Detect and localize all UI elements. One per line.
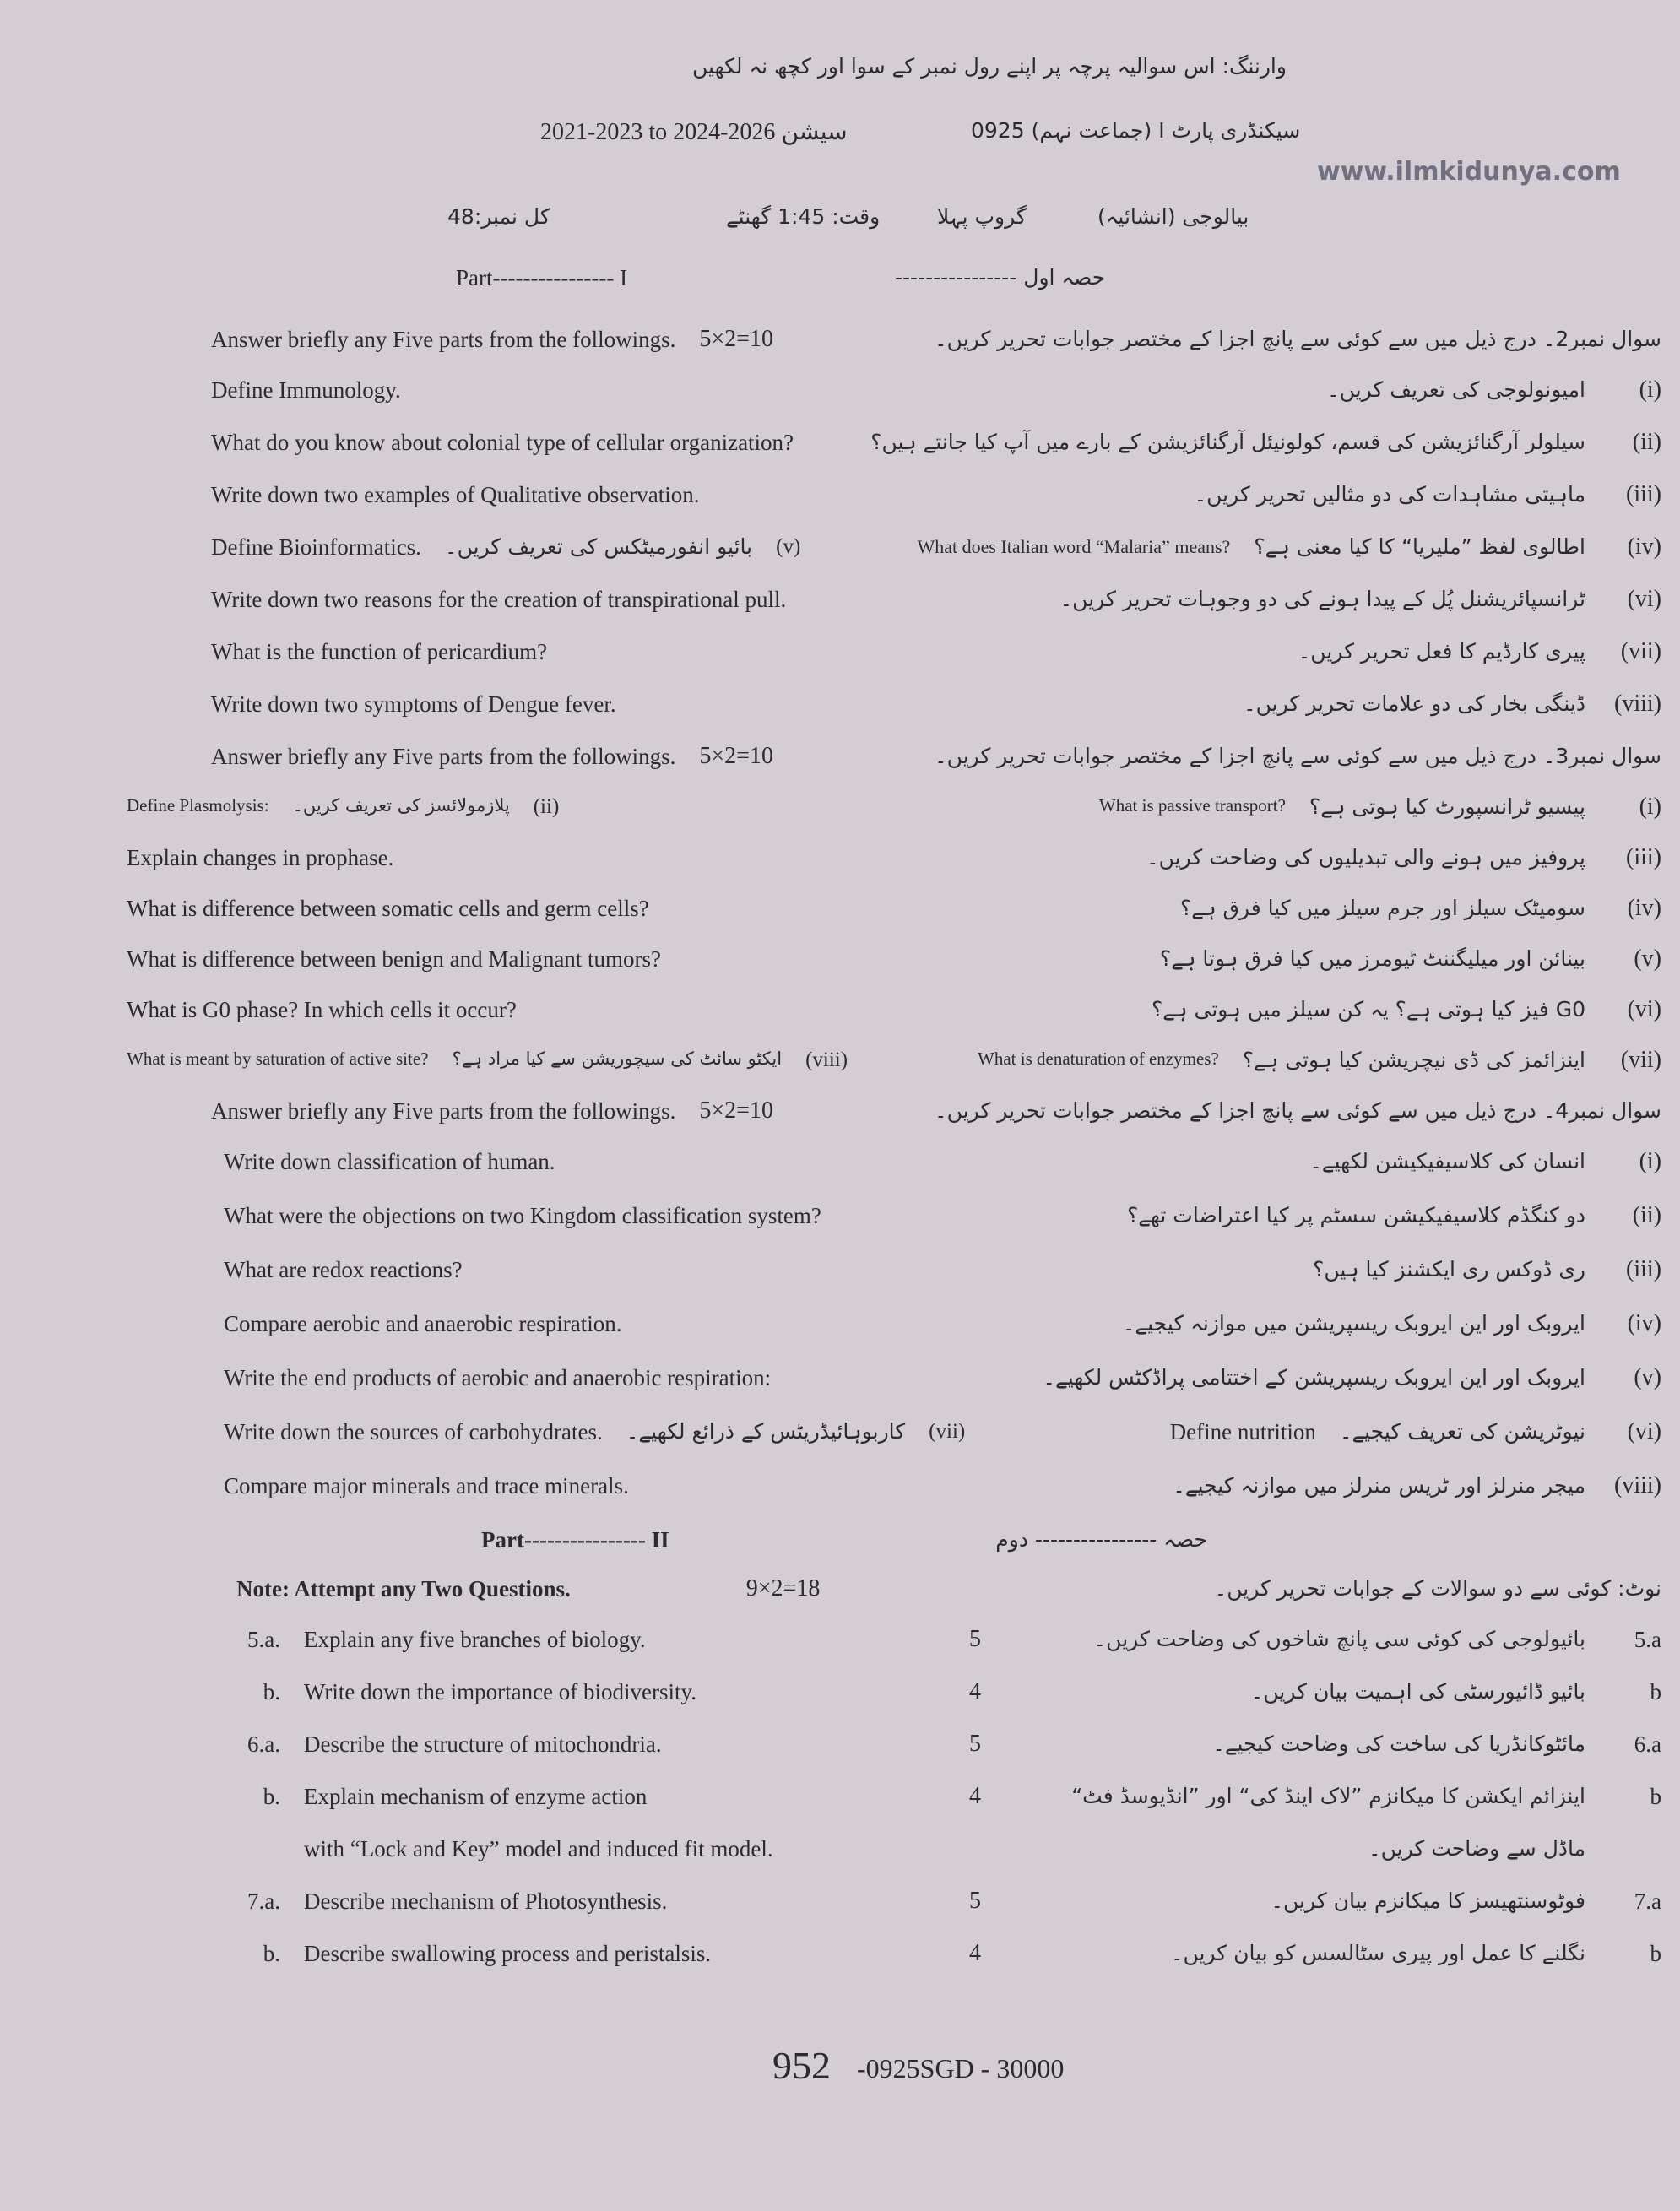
long-question-en: Describe swallowing process and peristalsis. xyxy=(304,1941,712,1966)
paper-code: 952 xyxy=(772,2044,831,2087)
question-en: What is denaturation of enzymes? xyxy=(978,1049,1219,1069)
instruction-ur: سوال نمبر4۔ درج ذیل میں سے کوئی سے پانچ اجزا کے مختصر جوابات تحریر کریں۔ xyxy=(935,1098,1661,1123)
question-ur: کاربوہائیڈریٹس کے ذرائع لکھیے۔ xyxy=(626,1419,906,1444)
long-question-number-ur: 7.a xyxy=(1634,1889,1661,1914)
question-number: (vii) xyxy=(929,1420,966,1443)
question-number: (viii) xyxy=(805,1049,848,1071)
question-en: What is G0 phase? In which cells it occur? xyxy=(127,997,517,1022)
part2-note-row xyxy=(0,1574,1680,1625)
long-question-number: b. xyxy=(263,1679,280,1704)
question-en: Define nutrition xyxy=(1169,1419,1316,1444)
question-ur: پروفیز میں ہونے والی تبدیلیوں کی وضاحت کریں۔ xyxy=(1146,845,1585,870)
question-number: (v) xyxy=(776,535,801,558)
long-question-marks: 5 xyxy=(969,1626,981,1652)
question-en: Explain changes in prophase. xyxy=(127,845,394,870)
question-ur: بینائن اور میلیگننٹ ٹیومرز میں کیا فرق ہوتا ہے؟ xyxy=(1159,946,1585,971)
question-ur: امیونولوجی کی تعریف کریں۔ xyxy=(1326,377,1585,402)
question-row xyxy=(0,1255,1680,1309)
long-question-en: Write down the importance of biodiversity. xyxy=(304,1679,697,1704)
long-question-ur: بائیو ڈائیورسٹی کی اہمیت بیان کریں۔ xyxy=(1250,1679,1585,1704)
question-ur: ماہیتی مشاہدات کی دو مثالیں تحریر کریں۔ xyxy=(1194,482,1585,507)
long-question-number-ur: b xyxy=(1650,1679,1661,1704)
instruction-en: Answer briefly any Five parts from the followings. xyxy=(211,1098,676,1124)
question-ur: اینزائمز کی ڈی نیچریشن کیا ہوتی ہے؟ xyxy=(1242,1048,1585,1072)
question-en: What is difference between somatic cells and germ cells? xyxy=(127,896,649,921)
question-en: Compare aerobic and anaerobic respiration. xyxy=(224,1311,622,1336)
question-ur: G0 فیز کیا ہوتی ہے؟ یہ کن سیلز میں ہوتی ہے؟ xyxy=(1151,997,1585,1022)
long-question-number-ur: 5.a xyxy=(1634,1627,1661,1652)
question-en: What is difference between benign and Malignant tumors? xyxy=(127,946,662,972)
question-row xyxy=(0,1147,1680,1201)
question-row xyxy=(0,894,1680,945)
question-row xyxy=(0,1201,1680,1255)
question-ur: پیری کارڈیم کا فعل تحریر کریں۔ xyxy=(1298,639,1585,664)
question-en: Compare major minerals and trace minerals. xyxy=(224,1473,629,1498)
long-question-number: 6.a. xyxy=(247,1731,280,1757)
part2-note-ur: نوٹ: کوئی سے دو سوالات کے جوابات تحریر کریں۔ xyxy=(1214,1576,1661,1601)
part2-marks: 9×2=18 xyxy=(745,1575,821,1601)
instruction-ur: سوال نمبر3۔ درج ذیل میں سے کوئی سے پانچ اجزا کے مختصر جوابات تحریر کریں۔ xyxy=(935,744,1661,768)
long-question-number-ur: 6.a xyxy=(1634,1731,1661,1757)
question-number: (vii) xyxy=(1620,1047,1661,1073)
question-en: What were the objections on two Kingdom classification system? xyxy=(224,1203,821,1228)
long-question-ur: نگلنے کا عمل اور پیری سٹالسس کو بیان کریں۔ xyxy=(1170,1941,1585,1965)
question-row xyxy=(0,480,1680,533)
long-question-row xyxy=(0,1887,1680,1939)
question-en: What do you know about colonial type of cellular organization? xyxy=(211,430,794,455)
question-number: (i) xyxy=(1639,377,1661,403)
total-marks: کل نمبر:48 xyxy=(447,204,550,229)
part2-title-ur: حصہ ---------------- دوم xyxy=(995,1527,1207,1552)
long-question-number: 5.a. xyxy=(247,1627,280,1652)
question-instruction-row xyxy=(0,325,1680,376)
question-number: (v) xyxy=(1634,946,1661,972)
long-question-marks: 4 xyxy=(969,1940,981,1966)
long-question-en: Explain any five branches of biology. xyxy=(304,1627,646,1652)
question-ur: انسان کی کلاسیفیکیشن لکھیے۔ xyxy=(1309,1149,1585,1173)
question-en: Write the end products of aerobic and anaerobic respiration: xyxy=(224,1365,772,1390)
question-row xyxy=(0,690,1680,742)
question-ur: ایروبک اور این ایروبک ریسپریشن کے اختتامی پراڈکٹس لکھیے۔ xyxy=(1043,1365,1585,1390)
part1-title-ur: حصہ اول ---------------- xyxy=(895,265,1106,290)
long-question-number-ur: b xyxy=(1650,1941,1661,1966)
question-ur: ٹرانسپائریشنل پُل کے پیدا ہونے کی دو وجوہات تحریر کریں۔ xyxy=(1059,587,1585,611)
question-row xyxy=(0,533,1680,585)
long-question-row xyxy=(0,1730,1680,1782)
question-en: Write down two examples of Qualitative observation. xyxy=(211,482,700,507)
question-number: (ii) xyxy=(533,795,560,818)
subject: بیالوجی (انشائیہ) xyxy=(1097,204,1249,229)
warning-text: وارننگ: اس سوالیہ پرچہ پر اپنے رول نمبر کے سوا اور کچھ نہ لکھیں xyxy=(692,54,1287,79)
long-question-en: Describe the structure of mitochondria. xyxy=(304,1731,662,1757)
question-number: (vi) xyxy=(1627,586,1661,612)
question-ur: سومیٹک سیلز اور جرم سیلز میں کیا فرق ہے؟ xyxy=(1180,896,1585,920)
group: گروپ پہلا xyxy=(937,204,1027,229)
paper-serial: -0925SGD - 30000 xyxy=(857,2053,1065,2084)
question-ur: ری ڈوکس ری ایکشنز کیا ہیں؟ xyxy=(1313,1257,1585,1282)
question-number: (ii) xyxy=(1632,1202,1661,1228)
question-row xyxy=(0,1046,1680,1097)
instruction-en: Answer briefly any Five parts from the followings. xyxy=(211,327,676,352)
question-en: What is passive transport? xyxy=(1098,795,1286,816)
instruction-en: Answer briefly any Five parts from the followings. xyxy=(211,744,676,769)
question-ur: میجر منرلز اور ٹریس منرلز میں موازنہ کیجیے۔ xyxy=(1173,1473,1585,1498)
question-number: (i) xyxy=(1639,1148,1661,1174)
question-number: (vii) xyxy=(1620,638,1661,664)
long-question-en: with “Lock and Key” model and induced fit model. xyxy=(304,1836,773,1861)
question-ur: سیلولر آرگنائزیشن کی قسم، کولونیئل آرگنائزیشن کے بارے میں آپ کیا جانتے ہیں؟ xyxy=(870,430,1585,454)
question-en: Write down the sources of carbohydrates. xyxy=(224,1419,603,1444)
marks-allocation: 5×2=10 xyxy=(699,1097,773,1124)
question-number: (iii) xyxy=(1626,844,1661,870)
question-en: What is the function of pericardium? xyxy=(211,639,548,664)
question-number: (ii) xyxy=(1632,429,1661,455)
question-body xyxy=(0,325,1680,1992)
question-row xyxy=(0,793,1680,843)
time-allowed: وقت: 1:45 گھنٹے xyxy=(726,204,881,229)
question-ur: پلازمولائسز کی تعریف کریں۔ xyxy=(292,795,510,816)
question-instruction-row xyxy=(0,1097,1680,1147)
question-row xyxy=(0,843,1680,894)
long-question-number-ur: b xyxy=(1650,1784,1661,1809)
question-ur: نیوٹریشن کی تعریف کیجیے۔ xyxy=(1339,1419,1585,1444)
question-row xyxy=(0,1471,1680,1525)
marks-allocation: 5×2=10 xyxy=(699,743,773,769)
question-en: Write down classification of human. xyxy=(224,1149,555,1174)
session: 2021-2023 to 2024-2026 سیشن xyxy=(540,119,848,145)
long-question-number: b. xyxy=(263,1784,280,1809)
question-row xyxy=(0,637,1680,690)
long-question-en: Describe mechanism of Photosynthesis. xyxy=(304,1889,668,1914)
long-question-number: b. xyxy=(263,1941,280,1966)
question-row xyxy=(0,376,1680,428)
question-en: Define Plasmolysis: xyxy=(127,795,269,816)
question-row xyxy=(0,995,1680,1046)
question-ur: ایکٹو سائٹ کی سیچوریشن سے کیا مراد ہے؟ xyxy=(452,1049,783,1069)
question-row xyxy=(0,1417,1680,1471)
long-question-number: 7.a. xyxy=(247,1889,280,1914)
question-row xyxy=(0,585,1680,637)
part2-note-en: Note: Attempt any Two Questions. xyxy=(236,1576,571,1601)
part2-title-row xyxy=(0,1525,1680,1574)
instruction-ur: سوال نمبر2۔ درج ذیل میں سے کوئی سے پانچ اجزا کے مختصر جوابات تحریر کریں۔ xyxy=(935,327,1661,351)
question-ur: ڈینگی بخار کی دو علامات تحریر کریں۔ xyxy=(1243,691,1585,716)
question-row xyxy=(0,1363,1680,1417)
question-en: What are redox reactions? xyxy=(224,1257,463,1282)
question-en: What is meant by saturation of active site? xyxy=(127,1049,429,1069)
question-number: (i) xyxy=(1639,794,1661,820)
question-en: Write down two symptoms of Dengue fever. xyxy=(211,691,616,717)
long-question-row xyxy=(0,1677,1680,1730)
long-question-ur: فوٹوسنتھیسز کا میکانزم بیان کریں۔ xyxy=(1271,1889,1585,1913)
question-number: (iv) xyxy=(1627,1310,1661,1336)
question-en: Write down two reasons for the creation of transpirational pull. xyxy=(211,587,787,612)
part2-title-en: Part---------------- II xyxy=(481,1527,669,1553)
long-question-row xyxy=(0,1939,1680,1992)
question-ur: بائیو انفورمیٹکس کی تعریف کریں۔ xyxy=(444,534,753,559)
long-question-row xyxy=(0,1782,1680,1834)
question-number: (vi) xyxy=(1627,996,1661,1022)
part1-title-en: Part---------------- I xyxy=(456,265,628,290)
long-question-marks: 5 xyxy=(969,1888,981,1914)
long-question-row xyxy=(0,1625,1680,1677)
class-line: سیکنڈری پارٹ I (جماعت نہم) 0925 xyxy=(971,118,1301,143)
long-question-ur: اینزائم ایکشن کا میکانزم ”لاک اینڈ کی“ اور ”انڈیوسڈ فٹ“ xyxy=(1071,1784,1585,1808)
long-question-en: Explain mechanism of enzyme action xyxy=(304,1784,648,1809)
question-ur: پیسیو ٹرانسپورٹ کیا ہوتی ہے؟ xyxy=(1309,794,1585,819)
long-question-ur: ماڈل سے وضاحت کریں۔ xyxy=(1368,1836,1585,1861)
question-number: (iv) xyxy=(1627,895,1661,921)
question-ur: اطالوی لفظ ”ملیریا“ کا کیا معنی ہے؟ xyxy=(1254,534,1585,559)
question-number: (viii) xyxy=(1614,1472,1661,1498)
question-row xyxy=(0,1309,1680,1363)
question-number: (v) xyxy=(1634,1364,1661,1390)
watermark: www.ilmkidunya.com xyxy=(1317,157,1621,187)
question-number: (vi) xyxy=(1627,1418,1661,1444)
long-question-marks: 5 xyxy=(969,1731,981,1757)
question-number: (iii) xyxy=(1626,1256,1661,1282)
marks-allocation: 5×2=10 xyxy=(699,326,773,352)
question-row xyxy=(0,428,1680,480)
long-question-ur: مائٹوکانڈریا کی ساخت کی وضاحت کیجیے۔ xyxy=(1212,1731,1585,1756)
question-en: What does Italian word “Malaria” means? xyxy=(917,536,1231,557)
question-ur: ایروبک اور این ایروبک ریسپریشن میں موازنہ کیجیے۔ xyxy=(1122,1311,1585,1336)
question-instruction-row xyxy=(0,742,1680,793)
question-en: Define Bioinformatics. xyxy=(211,534,421,560)
question-number: (viii) xyxy=(1614,691,1661,717)
long-question-row-continued xyxy=(0,1834,1680,1887)
long-question-marks: 4 xyxy=(969,1678,981,1704)
question-ur: دو کنگڈم کلاسیفیکیشن سسٹم پر کیا اعتراضات تھے؟ xyxy=(1126,1203,1585,1227)
question-number: (iii) xyxy=(1626,481,1661,507)
question-en: Define Immunology. xyxy=(211,377,401,403)
long-question-marks: 4 xyxy=(969,1783,981,1809)
question-row xyxy=(0,945,1680,995)
question-number: (iv) xyxy=(1627,534,1661,560)
long-question-ur: بائیولوجی کی کوئی سی پانچ شاخوں کی وضاحت کریں۔ xyxy=(1093,1627,1585,1651)
